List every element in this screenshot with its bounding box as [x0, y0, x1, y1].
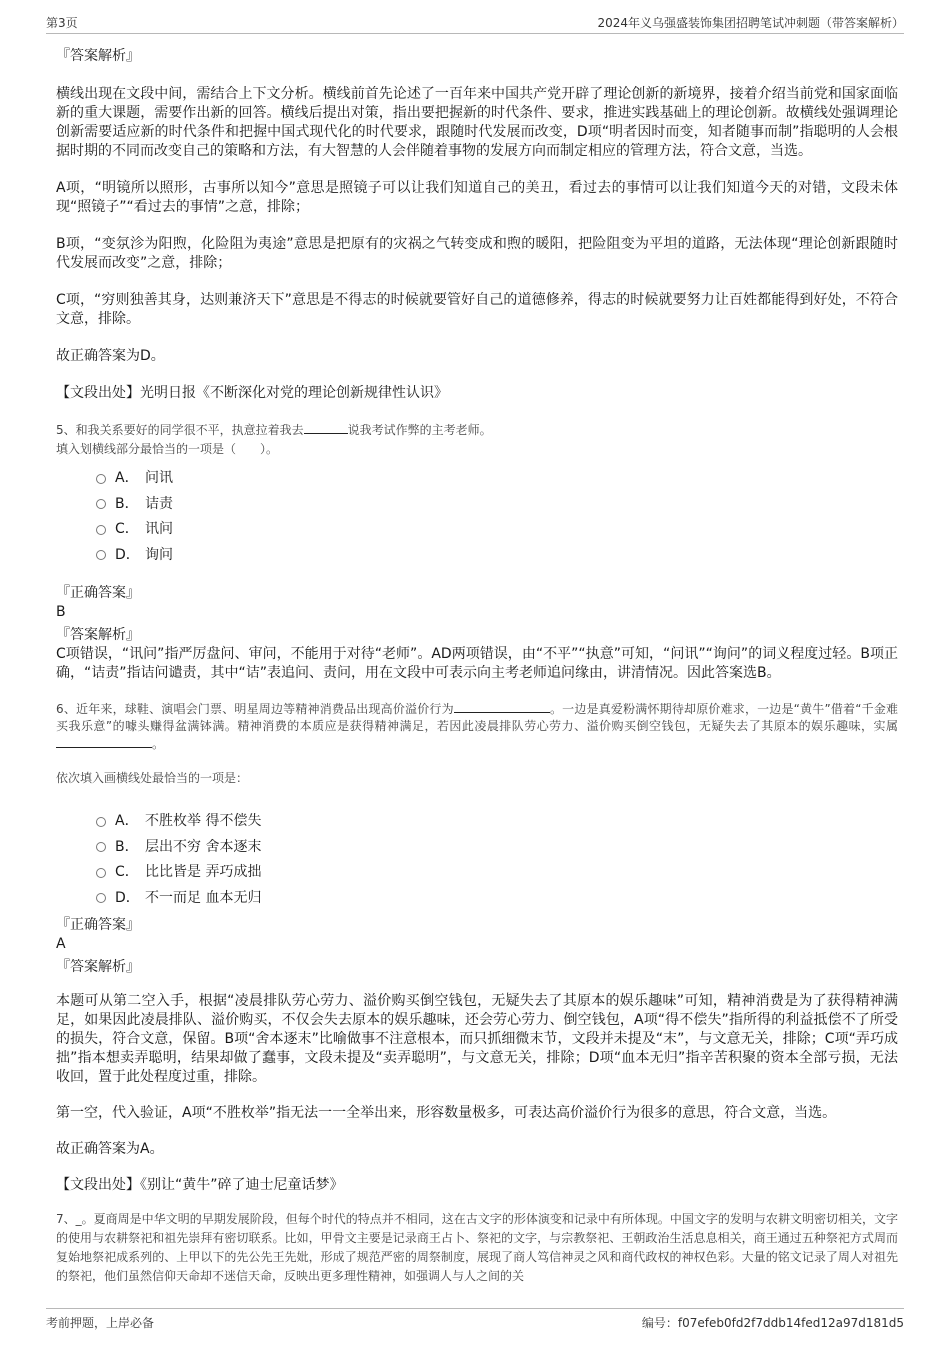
header-divider	[46, 33, 904, 34]
source-citation: 【文段出处】《别让“黄牛”碎了迪士尼童话梦》	[56, 1177, 344, 1193]
radio-icon[interactable]	[96, 499, 106, 509]
main-content	[56, 45, 898, 1286]
option-a[interactable]	[96, 466, 898, 492]
option-key: A．	[115, 813, 139, 830]
option-d[interactable]	[96, 543, 898, 569]
options-list	[96, 809, 898, 911]
option-text: 诘责	[145, 495, 173, 512]
option-text: 讯问	[145, 521, 173, 538]
footer-slogan: 考前押题，上岸必备	[46, 1316, 155, 1330]
option-text: 问讯	[145, 470, 173, 487]
option-text: 层出不穷 舍本逐末	[145, 838, 262, 855]
q4-analysis-section	[56, 46, 898, 403]
option-text: 不胜枚举 得不偿失	[145, 813, 262, 830]
question-stem	[56, 700, 898, 753]
question-7	[56, 1210, 898, 1286]
option-text: 不一而足 血本无归	[145, 889, 262, 906]
stem-text: 说我考试作弊的主考老师。	[347, 423, 492, 437]
analysis-paragraph: B项，“变氛沴为阳煦，化险阻为夷途”意思是把原有的灾祸之气转变成和煦的暖阳，把险阻变为平坦的道路，无法体现“理论创新跟随时代发展而改变”之意，排除；	[56, 236, 898, 271]
stem-text: 。	[152, 737, 165, 751]
radio-icon[interactable]	[96, 474, 106, 484]
source-citation: 【文段出处】光明日报《不断深化对党的理论创新规律性认识》	[56, 385, 448, 401]
analysis-paragraph: C项，“穷则独善其身，达则兼济天下”意思是不得志的时候就要管好自己的道德修养，得志的时候就要努力让百姓都能得到好处，不符合文意，排除。	[56, 292, 898, 327]
document-id: 编号：f07efeb0fd2f7ddb14fed12a97d181d5	[641, 1316, 904, 1330]
stem-text: 6、近年来，球鞋、演唱会门票、明星周边等精神消费品出现高价溢价行为	[56, 702, 454, 716]
question-5	[56, 421, 898, 683]
option-d[interactable]	[96, 886, 898, 912]
option-a[interactable]	[96, 809, 898, 835]
radio-icon[interactable]	[96, 525, 106, 535]
analysis-label: 『答案解析』	[56, 627, 140, 643]
analysis-paragraph: 第一空，代入验证，A项“不胜枚举”指无法一一全举出来，形容数量极多，可表达高价溢价行为很多的意思，符合文意，当选。	[56, 1105, 837, 1121]
footer-divider	[46, 1308, 904, 1309]
option-key: D．	[115, 546, 140, 563]
option-c[interactable]	[96, 517, 898, 543]
page-header	[46, 12, 904, 32]
document-title: 2024年义乌强盛装饰集团招聘笔试冲刺题（带答案解析）	[597, 16, 904, 30]
radio-icon[interactable]	[96, 842, 106, 852]
blank-line	[454, 700, 550, 713]
question-6	[56, 700, 898, 1195]
option-key: B．	[115, 495, 139, 512]
blank-line	[56, 735, 152, 748]
analysis-paragraph: C项错误，“讯问”指严厉盘问、审问，不能用于对待“老师”。AD两项错误，由“不平”“执意”可知，“问讯”“询问”的词义程度过轻。B项正确，“诘责”指诘问谴责，其中“诘”表追问、责问，用在文段中可表示向主考老师追问缘由，讲清情况。因此答案选B。	[56, 646, 898, 681]
question-stem: 7、_。夏商周是中华文明的早期发展阶段，但每个时代的特点并不相同，这在古文字的形体演变和记录中有所体现。中国文字的发明与农耕文明密切相关，文字的使用与农耕祭祀和祖先崇拜有密切联系。比如，甲骨文主要是记录商王占卜、祭祀的文字，与宗教祭祀、王朝政治生活息息相关，商王通过五种祭祀方式周而复始地祭祀成系列的、上甲以下的先公先王先妣，形成了规范严密的周祭制度，展现了商人笃信神灵之风和商代政权的神权色彩。大量的铭文记录了周人对祖先的祭祀，他们虽然信仰天命却不迷信天命，反映出更多理性精神，如强调人与人之间的关	[56, 1212, 898, 1283]
radio-icon[interactable]	[96, 817, 106, 827]
option-b[interactable]	[96, 492, 898, 518]
option-key: C．	[115, 521, 139, 538]
analysis-label: 『答案解析』	[56, 959, 140, 975]
blank-line	[304, 421, 348, 434]
analysis-label: 『答案解析』	[56, 48, 140, 64]
radio-icon[interactable]	[96, 893, 106, 903]
analysis-paragraph: 本题可从第二空入手，根据“凌晨排队劳心劳力、溢价购买倒空钱包，无疑失去了其原本的娱乐趣味”可知，精神消费是为了获得精神满足，如果因此凌晨排队、溢价购买，不仅会失去原本的娱乐趣味，还会劳心劳力、倒空钱包，A项“得不偿失”指所得的利益抵偿不了所受的损失，符合文意，保留。B项“舍本逐末”比喻做事不注意根本，而只抓细微末节，文段并未提及“末”，与文意无关，排除；C项“弄巧成拙”指本想卖弄聪明，结果却做了蠢事，文段未提及“卖弄聪明”，与文意无关，排除；D项“血本无归”指辛苦积聚的资本全部亏损，无法收回，置于此处程度过重，排除。	[56, 993, 898, 1085]
page-number: 第3页	[46, 16, 78, 30]
option-text: 比比皆是 弄巧成拙	[145, 864, 262, 881]
correct-answer: A	[56, 936, 66, 952]
answer-conclusion: 故正确答案为A。	[56, 1141, 164, 1157]
option-c[interactable]	[96, 860, 898, 886]
correct-answer: B	[56, 604, 66, 620]
option-key: B．	[115, 838, 139, 855]
question-prompt: 依次填入画横线处最恰当的一项是：	[56, 771, 249, 785]
analysis-paragraph: A项，“明镜所以照形，古事所以知今”意思是照镜子可以让我们知道自己的美丑，看过去的事情可以让我们知道今天的对错，文段未体现“照镜子”“看过去的事情”之意，排除；	[56, 180, 898, 215]
correct-answer-label: 『正确答案』	[56, 917, 140, 933]
analysis-paragraph: 横线出现在文段中间，需结合上下文分析。横线前首先论述了一百年来中国共产党开辟了理论创新的新境界，接着介绍当前党和国家面临新的重大课题，需要作出新的回答。横线后提出对策，指出要把握新的时代条件、要求，推进实践基础上的理论创新。故横线处强调理论创新需要适应新的时代条件和把握中国式现代化的时代要求，跟随时代发展而改变，D项“明者因时而变，知者随事而制”指聪明的人会根据时期的不同而改变自己的策略和方法，有大智慧的人会伴随着事物的发展方向而制定相应的管理方法，符合文意，当选。	[56, 86, 898, 159]
option-text: 询问	[145, 546, 173, 563]
option-b[interactable]	[96, 835, 898, 861]
option-key: D．	[115, 889, 140, 906]
question-stem	[56, 421, 898, 439]
option-key: C．	[115, 864, 139, 881]
radio-icon[interactable]	[96, 868, 106, 878]
correct-answer-label: 『正确答案』	[56, 585, 140, 601]
stem-text: 。一边是真爱粉满怀期待却原价难求，一边是“黄牛”借着“千金难买我乐意”的噱头赚得盆满钵满。精神消费的本质应是获得精神满足，若因此凌晨排队劳心劳力、溢价购买倒空钱包，无疑失去了其原本的娱乐趣味，实属	[56, 702, 899, 733]
option-key: A．	[115, 470, 139, 487]
options-list	[96, 466, 898, 568]
answer-conclusion: 故正确答案为D。	[56, 348, 165, 364]
page-footer	[46, 1312, 904, 1332]
stem-text: 5、和我关系要好的同学很不平，执意拉着我去	[56, 423, 304, 437]
radio-icon[interactable]	[96, 550, 106, 560]
question-prompt: 填入划横线部分最恰当的一项是（ ）。	[56, 442, 279, 456]
